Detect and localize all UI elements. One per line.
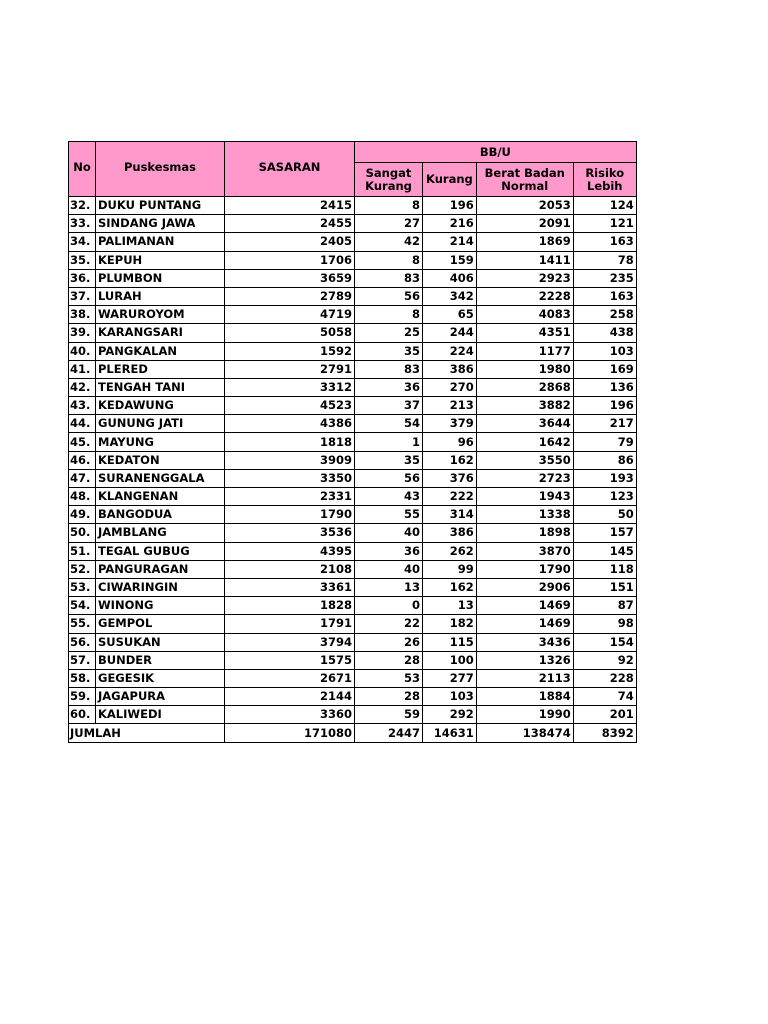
row-kurang: 379 <box>423 415 477 433</box>
row-normal: 1884 <box>476 688 573 706</box>
row-sasaran: 4386 <box>225 415 355 433</box>
row-puskesmas: JAGAPURA <box>96 688 225 706</box>
row-puskesmas: WARUROYOM <box>96 306 225 324</box>
row-kurang: 216 <box>423 215 477 233</box>
total-row <box>69 724 637 742</box>
row-puskesmas: KLANGENAN <box>96 488 225 506</box>
table-row <box>69 251 637 269</box>
row-puskesmas: SUSUKAN <box>96 633 225 651</box>
row-no: 34. <box>69 233 96 251</box>
table-row <box>69 324 637 342</box>
header-berat-badan-normal: Berat Badan Normal <box>476 163 573 197</box>
row-no: 45. <box>69 433 96 451</box>
row-kurang: 314 <box>423 506 477 524</box>
table-row <box>69 597 637 615</box>
header-sangat-kurang: Sangat Kurang <box>355 163 423 197</box>
row-puskesmas: PLUMBON <box>96 269 225 287</box>
row-kurang: 277 <box>423 669 477 687</box>
row-risiko: 86 <box>573 451 636 469</box>
row-risiko: 228 <box>573 669 636 687</box>
table-row <box>69 669 637 687</box>
row-sasaran: 1828 <box>225 597 355 615</box>
row-sangat-kurang: 35 <box>355 342 423 360</box>
row-no: 35. <box>69 251 96 269</box>
row-kurang: 159 <box>423 251 477 269</box>
row-kurang: 162 <box>423 451 477 469</box>
row-no: 53. <box>69 578 96 596</box>
row-sasaran: 2789 <box>225 287 355 305</box>
row-normal: 2113 <box>476 669 573 687</box>
row-no: 51. <box>69 542 96 560</box>
row-sasaran: 2108 <box>225 560 355 578</box>
table-row <box>69 488 637 506</box>
row-no: 49. <box>69 506 96 524</box>
row-no: 47. <box>69 469 96 487</box>
table-row <box>69 451 637 469</box>
row-no: 50. <box>69 524 96 542</box>
row-sangat-kurang: 56 <box>355 469 423 487</box>
table-row <box>69 269 637 287</box>
row-sasaran: 4523 <box>225 397 355 415</box>
table-row <box>69 397 637 415</box>
row-puskesmas: KEPUH <box>96 251 225 269</box>
row-sasaran: 3361 <box>225 578 355 596</box>
row-kurang: 100 <box>423 651 477 669</box>
row-sangat-kurang: 37 <box>355 397 423 415</box>
row-sangat-kurang: 56 <box>355 287 423 305</box>
row-sasaran: 2791 <box>225 360 355 378</box>
row-puskesmas: DUKU PUNTANG <box>96 197 225 215</box>
row-sasaran: 4719 <box>225 306 355 324</box>
row-sangat-kurang: 26 <box>355 633 423 651</box>
row-normal: 1469 <box>476 615 573 633</box>
total-normal: 138474 <box>476 724 573 742</box>
row-risiko: 98 <box>573 615 636 633</box>
total-label: JUMLAH <box>69 724 225 742</box>
row-kurang: 213 <box>423 397 477 415</box>
row-kurang: 222 <box>423 488 477 506</box>
row-sasaran: 3659 <box>225 269 355 287</box>
header-kurang: Kurang <box>423 163 477 197</box>
data-table <box>68 141 637 743</box>
row-normal: 1869 <box>476 233 573 251</box>
row-sasaran: 1575 <box>225 651 355 669</box>
row-risiko: 163 <box>573 287 636 305</box>
row-puskesmas: GUNUNG JATI <box>96 415 225 433</box>
row-risiko: 196 <box>573 397 636 415</box>
row-risiko: 201 <box>573 706 636 724</box>
row-normal: 3882 <box>476 397 573 415</box>
row-sasaran: 3312 <box>225 378 355 396</box>
row-kurang: 182 <box>423 615 477 633</box>
row-sangat-kurang: 53 <box>355 669 423 687</box>
row-no: 46. <box>69 451 96 469</box>
row-puskesmas: BUNDER <box>96 651 225 669</box>
row-sangat-kurang: 40 <box>355 524 423 542</box>
row-risiko: 74 <box>573 688 636 706</box>
row-normal: 3644 <box>476 415 573 433</box>
row-no: 56. <box>69 633 96 651</box>
row-kurang: 162 <box>423 578 477 596</box>
row-normal: 1980 <box>476 360 573 378</box>
row-puskesmas: BANGODUA <box>96 506 225 524</box>
row-risiko: 87 <box>573 597 636 615</box>
row-risiko: 78 <box>573 251 636 269</box>
row-no: 43. <box>69 397 96 415</box>
row-risiko: 154 <box>573 633 636 651</box>
row-risiko: 50 <box>573 506 636 524</box>
table-row <box>69 415 637 433</box>
row-normal: 1943 <box>476 488 573 506</box>
row-sangat-kurang: 27 <box>355 215 423 233</box>
total-kurang: 14631 <box>423 724 477 742</box>
table-row <box>69 506 637 524</box>
row-puskesmas: KEDAWUNG <box>96 397 225 415</box>
row-no: 54. <box>69 597 96 615</box>
row-risiko: 169 <box>573 360 636 378</box>
row-risiko: 145 <box>573 542 636 560</box>
row-normal: 1338 <box>476 506 573 524</box>
row-sangat-kurang: 40 <box>355 560 423 578</box>
row-puskesmas: CIWARINGIN <box>96 578 225 596</box>
row-risiko: 258 <box>573 306 636 324</box>
row-normal: 2053 <box>476 197 573 215</box>
row-sangat-kurang: 43 <box>355 488 423 506</box>
row-kurang: 342 <box>423 287 477 305</box>
row-puskesmas: GEMPOL <box>96 615 225 633</box>
row-sasaran: 1791 <box>225 615 355 633</box>
row-risiko: 121 <box>573 215 636 233</box>
row-sasaran: 3350 <box>225 469 355 487</box>
row-normal: 2091 <box>476 215 573 233</box>
row-puskesmas: JAMBLANG <box>96 524 225 542</box>
row-risiko: 118 <box>573 560 636 578</box>
row-sasaran: 2405 <box>225 233 355 251</box>
row-no: 40. <box>69 342 96 360</box>
row-puskesmas: KEDATON <box>96 451 225 469</box>
row-no: 60. <box>69 706 96 724</box>
table-row <box>69 560 637 578</box>
table-row <box>69 215 637 233</box>
row-risiko: 193 <box>573 469 636 487</box>
row-kurang: 376 <box>423 469 477 487</box>
row-risiko: 123 <box>573 488 636 506</box>
row-sasaran: 2331 <box>225 488 355 506</box>
row-risiko: 235 <box>573 269 636 287</box>
row-sasaran: 2671 <box>225 669 355 687</box>
row-sasaran: 4395 <box>225 542 355 560</box>
row-puskesmas: SURANENGGALA <box>96 469 225 487</box>
row-puskesmas: TEGAL GUBUG <box>96 542 225 560</box>
row-kurang: 115 <box>423 633 477 651</box>
row-sangat-kurang: 42 <box>355 233 423 251</box>
row-no: 33. <box>69 215 96 233</box>
row-kurang: 244 <box>423 324 477 342</box>
row-normal: 1990 <box>476 706 573 724</box>
row-sasaran: 3536 <box>225 524 355 542</box>
row-sangat-kurang: 59 <box>355 706 423 724</box>
row-risiko: 124 <box>573 197 636 215</box>
header-bbu-group: BB/U <box>355 142 637 163</box>
row-risiko: 79 <box>573 433 636 451</box>
table-row <box>69 651 637 669</box>
table-row <box>69 524 637 542</box>
row-normal: 3550 <box>476 451 573 469</box>
row-no: 39. <box>69 324 96 342</box>
table-row <box>69 306 637 324</box>
header-puskesmas: Puskesmas <box>96 142 225 197</box>
row-kurang: 262 <box>423 542 477 560</box>
row-normal: 2868 <box>476 378 573 396</box>
row-sasaran: 1706 <box>225 251 355 269</box>
row-kurang: 99 <box>423 560 477 578</box>
row-puskesmas: KARANGSARI <box>96 324 225 342</box>
row-puskesmas: SINDANG JAWA <box>96 215 225 233</box>
table-row <box>69 578 637 596</box>
row-puskesmas: WINONG <box>96 597 225 615</box>
row-kurang: 406 <box>423 269 477 287</box>
row-normal: 4351 <box>476 324 573 342</box>
row-risiko: 217 <box>573 415 636 433</box>
row-normal: 2723 <box>476 469 573 487</box>
table-row <box>69 706 637 724</box>
total-risiko: 8392 <box>573 724 636 742</box>
table-row <box>69 233 637 251</box>
row-normal: 1177 <box>476 342 573 360</box>
row-risiko: 136 <box>573 378 636 396</box>
row-sasaran: 2415 <box>225 197 355 215</box>
row-normal: 1642 <box>476 433 573 451</box>
row-sangat-kurang: 83 <box>355 269 423 287</box>
table-row <box>69 342 637 360</box>
row-puskesmas: GEGESIK <box>96 669 225 687</box>
row-no: 58. <box>69 669 96 687</box>
row-puskesmas: KALIWEDI <box>96 706 225 724</box>
header-no: No <box>69 142 96 197</box>
row-no: 42. <box>69 378 96 396</box>
row-sangat-kurang: 83 <box>355 360 423 378</box>
row-sangat-kurang: 8 <box>355 306 423 324</box>
row-normal: 2906 <box>476 578 573 596</box>
row-normal: 2228 <box>476 287 573 305</box>
row-sangat-kurang: 1 <box>355 433 423 451</box>
row-sasaran: 3360 <box>225 706 355 724</box>
row-normal: 2923 <box>476 269 573 287</box>
row-normal: 3870 <box>476 542 573 560</box>
row-risiko: 163 <box>573 233 636 251</box>
row-sasaran: 1592 <box>225 342 355 360</box>
table-row <box>69 469 637 487</box>
row-sasaran: 1790 <box>225 506 355 524</box>
row-normal: 1898 <box>476 524 573 542</box>
row-sasaran: 3909 <box>225 451 355 469</box>
table-row <box>69 197 637 215</box>
row-sangat-kurang: 13 <box>355 578 423 596</box>
table-row <box>69 378 637 396</box>
row-sasaran: 2144 <box>225 688 355 706</box>
row-no: 36. <box>69 269 96 287</box>
table-row <box>69 615 637 633</box>
row-kurang: 13 <box>423 597 477 615</box>
row-risiko: 151 <box>573 578 636 596</box>
row-sangat-kurang: 22 <box>355 615 423 633</box>
row-puskesmas: PLERED <box>96 360 225 378</box>
table-row <box>69 287 637 305</box>
total-sangat-kurang: 2447 <box>355 724 423 742</box>
row-sangat-kurang: 8 <box>355 251 423 269</box>
row-sangat-kurang: 36 <box>355 378 423 396</box>
table-row <box>69 542 637 560</box>
row-kurang: 65 <box>423 306 477 324</box>
row-sasaran: 2455 <box>225 215 355 233</box>
row-puskesmas: LURAH <box>96 287 225 305</box>
row-sasaran: 3794 <box>225 633 355 651</box>
row-kurang: 96 <box>423 433 477 451</box>
row-no: 59. <box>69 688 96 706</box>
row-sangat-kurang: 36 <box>355 542 423 560</box>
row-kurang: 386 <box>423 524 477 542</box>
row-risiko: 157 <box>573 524 636 542</box>
row-risiko: 438 <box>573 324 636 342</box>
row-kurang: 214 <box>423 233 477 251</box>
row-puskesmas: MAYUNG <box>96 433 225 451</box>
row-sangat-kurang: 55 <box>355 506 423 524</box>
row-sangat-kurang: 54 <box>355 415 423 433</box>
row-sangat-kurang: 28 <box>355 651 423 669</box>
row-risiko: 103 <box>573 342 636 360</box>
row-normal: 3436 <box>476 633 573 651</box>
row-no: 57. <box>69 651 96 669</box>
row-kurang: 103 <box>423 688 477 706</box>
header-sasaran: SASARAN <box>225 142 355 197</box>
total-sasaran: 171080 <box>225 724 355 742</box>
row-kurang: 270 <box>423 378 477 396</box>
row-puskesmas: PALIMANAN <box>96 233 225 251</box>
row-kurang: 224 <box>423 342 477 360</box>
row-sangat-kurang: 0 <box>355 597 423 615</box>
row-normal: 4083 <box>476 306 573 324</box>
row-no: 52. <box>69 560 96 578</box>
table-row <box>69 633 637 651</box>
row-normal: 1790 <box>476 560 573 578</box>
table-row <box>69 360 637 378</box>
row-normal: 1411 <box>476 251 573 269</box>
row-no: 55. <box>69 615 96 633</box>
row-risiko: 92 <box>573 651 636 669</box>
header-risiko-lebih: Risiko Lebih <box>573 163 636 197</box>
table-row <box>69 433 637 451</box>
row-sangat-kurang: 8 <box>355 197 423 215</box>
row-sangat-kurang: 25 <box>355 324 423 342</box>
row-sangat-kurang: 35 <box>355 451 423 469</box>
row-no: 32. <box>69 197 96 215</box>
row-normal: 1469 <box>476 597 573 615</box>
row-no: 48. <box>69 488 96 506</box>
row-sasaran: 5058 <box>225 324 355 342</box>
row-sangat-kurang: 28 <box>355 688 423 706</box>
row-kurang: 292 <box>423 706 477 724</box>
row-kurang: 196 <box>423 197 477 215</box>
row-no: 38. <box>69 306 96 324</box>
row-no: 44. <box>69 415 96 433</box>
row-sasaran: 1818 <box>225 433 355 451</box>
row-no: 41. <box>69 360 96 378</box>
table-row <box>69 688 637 706</box>
row-normal: 1326 <box>476 651 573 669</box>
row-puskesmas: PANGKALAN <box>96 342 225 360</box>
row-puskesmas: TENGAH TANI <box>96 378 225 396</box>
row-puskesmas: PANGURAGAN <box>96 560 225 578</box>
row-no: 37. <box>69 287 96 305</box>
row-kurang: 386 <box>423 360 477 378</box>
